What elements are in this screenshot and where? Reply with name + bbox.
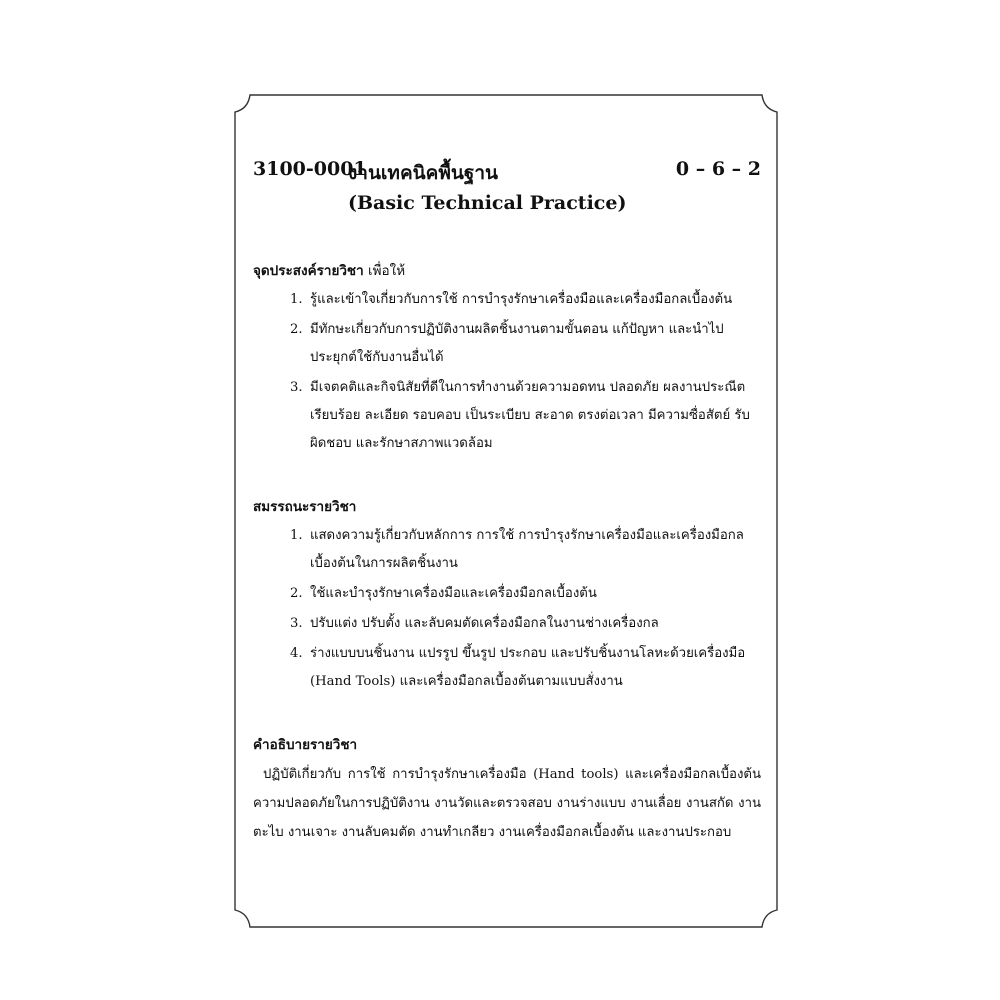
list-item-text: มีทักษะเกี่ยวกับการปฏิบัติงานผลิตชิ้นงานตามขั้นตอน แก้ปัญหา และนำไปประยุกต์ใช้กับงานอื่นได้: [310, 322, 724, 365]
objectives-section: [253, 256, 761, 458]
competencies-section: [253, 492, 761, 696]
competencies-heading-label: สมรรถนะรายวิชา: [253, 499, 357, 515]
objectives-heading-label: จุดประสงค์รายวิชา: [253, 263, 364, 279]
list-item-number: 4.: [290, 646, 303, 661]
list-item: [253, 522, 761, 578]
course-title-english: (Basic Technical Practice): [348, 192, 627, 214]
list-item-number: 2.: [290, 586, 303, 601]
objectives-heading-suffix: เพื่อให้: [367, 263, 406, 279]
description-heading: [253, 730, 761, 760]
list-item: [253, 286, 761, 314]
course-code: 3100-0001: [253, 158, 367, 180]
list-item-text: ร่างแบบบนชิ้นงาน แปรรูป ขึ้นรูป ประกอบ และปรับชิ้นงานโลหะด้วยเครื่องมือ (Hand Tools) และเครื่องมือกลเบื้องต้นตามแบบสั่งงาน: [310, 646, 746, 689]
description-heading-label: คำอธิบายรายวิชา: [253, 737, 358, 753]
objectives-list: [253, 286, 761, 458]
list-item: [253, 640, 761, 696]
competencies-list: [253, 522, 761, 696]
list-item: [253, 374, 761, 458]
list-item: [253, 580, 761, 608]
description-text: ปฏิบัติเกี่ยวกับ การใช้ การบำรุงรักษาเครื่องมือ (Hand tools) และเครื่องมือกลเบื้องต้น ความปลอดภัยในการปฏิบัติงาน งานวัดและตรวจสอบ งานร่างแบบ งานเลื่อย งานสกัด งานตะไบ งานเจาะ งานลับคมตัด งานทำเกลียว งานเครื่องมือกลเบื้องต้น และงานประกอบ: [253, 767, 761, 840]
objectives-heading: [253, 256, 761, 286]
course-document: [253, 158, 761, 847]
list-item-number: 2.: [290, 322, 303, 337]
list-item: [253, 316, 761, 372]
course-header: [253, 158, 761, 228]
list-item-number: 3.: [290, 380, 303, 395]
list-item-text: ใช้และบำรุงรักษาเครื่องมือและเครื่องมือกลเบื้องต้น: [310, 586, 597, 601]
course-credits: 0 – 6 – 2: [675, 158, 761, 180]
list-item-number: 1.: [290, 528, 303, 543]
course-title-thai: งานเทคนิคพื้นฐาน: [348, 162, 499, 184]
description-section: [253, 730, 761, 847]
list-item-number: 1.: [290, 292, 303, 307]
competencies-heading: [253, 492, 761, 522]
list-item-text: มีเจตคติและกิจนิสัยที่ดีในการทำงานด้วยความอดทน ปลอดภัย ผลงานประณีตเรียบร้อย ละเอียด รอบคอบ เป็นระเบียบ สะอาด ตรงต่อเวลา มีความซื่อสัตย์ รับผิดชอบ และรักษาสภาพแวดล้อม: [310, 380, 750, 451]
list-item-text: ปรับแต่ง ปรับตั้ง และลับคมตัดเครื่องมือกลในงานช่างเครื่องกล: [310, 616, 659, 631]
list-item-text: แสดงความรู้เกี่ยวกับหลักการ การใช้ การบำรุงรักษาเครื่องมือและเครื่องมือกลเบื้องต้นในการผลิตชิ้นงาน: [310, 528, 744, 571]
list-item: [253, 610, 761, 638]
list-item-text: รู้และเข้าใจเกี่ยวกับการใช้ การบำรุงรักษาเครื่องมือและเครื่องมือกลเบื้องต้น: [310, 292, 733, 307]
list-item-number: 3.: [290, 616, 303, 631]
